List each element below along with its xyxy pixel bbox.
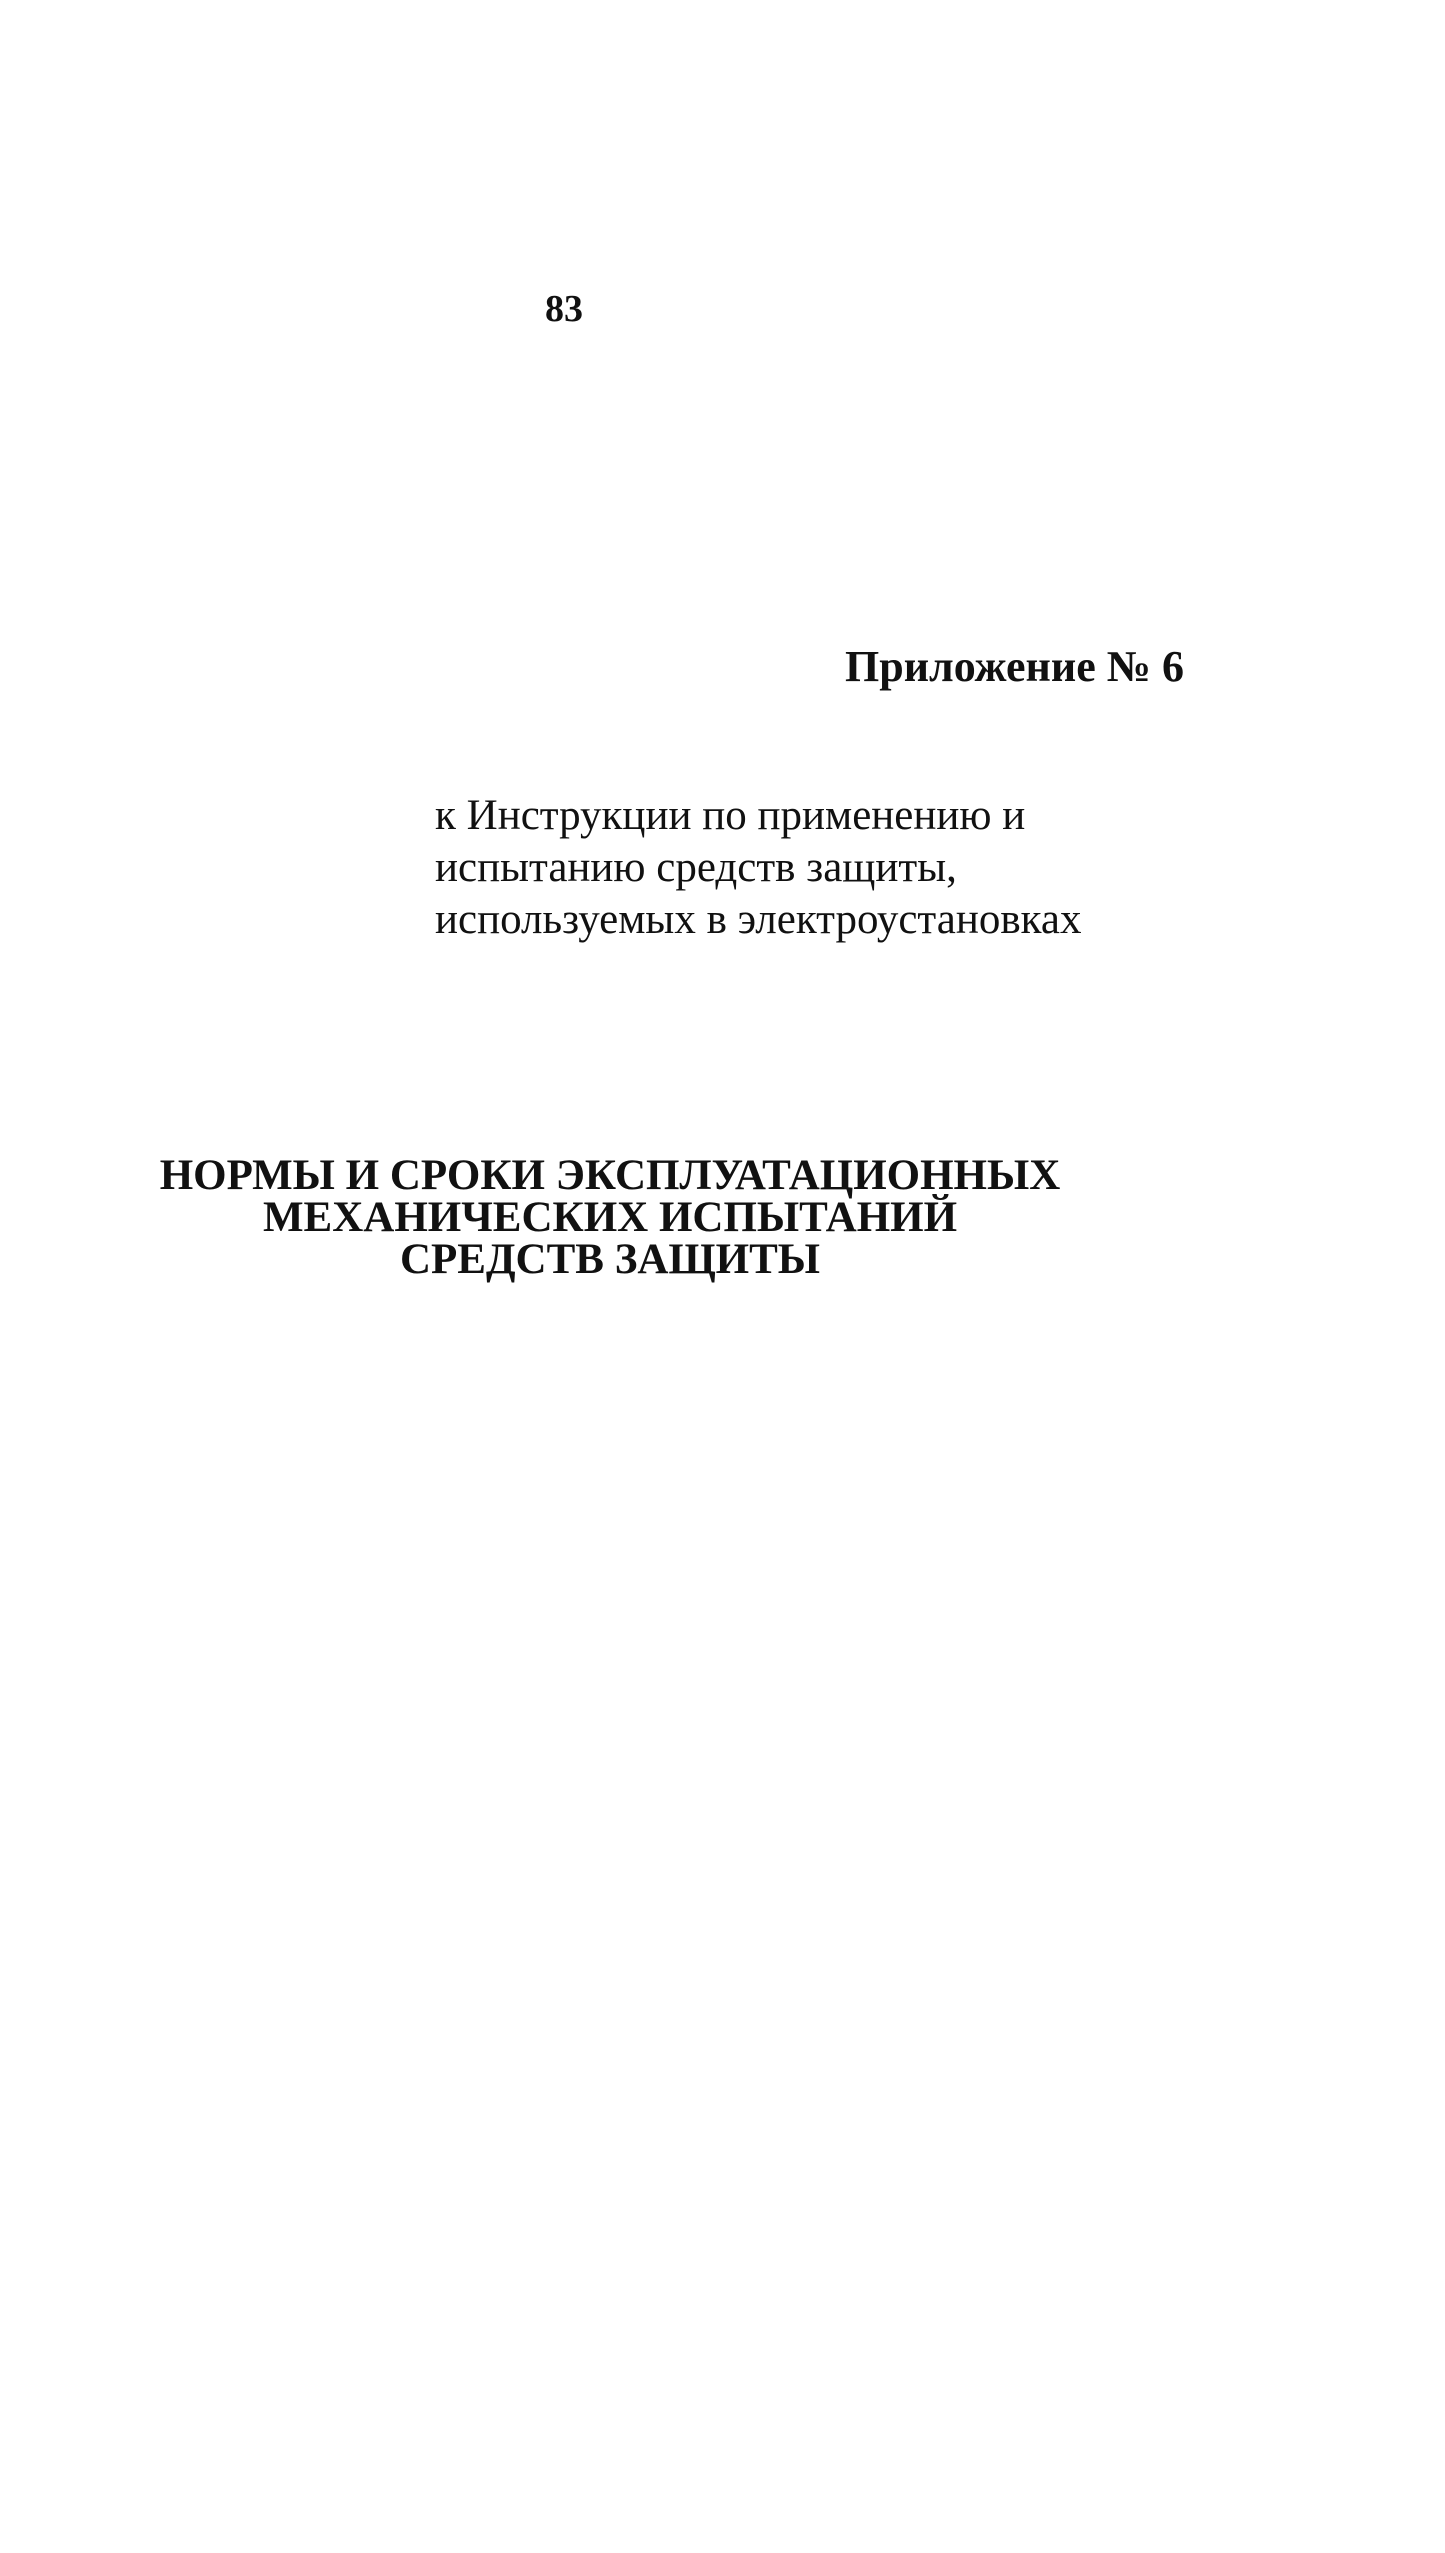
main-heading-line: СРЕДСТВ ЗАЩИТЫ bbox=[399, 1236, 821, 1283]
appendix-title: Приложение № 6 bbox=[845, 642, 1184, 691]
main-heading-line: МЕХАНИЧЕСКИХ ИСПЫТАНИЙ bbox=[262, 1194, 958, 1241]
appendix-subtitle-line: испытанию средств защиты, bbox=[435, 844, 957, 891]
main-heading-line: НОРМЫ И СРОКИ ЭКСПЛУАТАЦИОННЫХ bbox=[159, 1152, 1061, 1199]
appendix-subtitle bbox=[435, 790, 1081, 946]
page-number: 83 bbox=[545, 288, 583, 330]
appendix-subtitle-line: к Инструкции по применению и bbox=[435, 792, 1026, 839]
appendix-subtitle-line: используемых в электроустановках bbox=[435, 896, 1082, 943]
main-heading bbox=[60, 1152, 1160, 1283]
